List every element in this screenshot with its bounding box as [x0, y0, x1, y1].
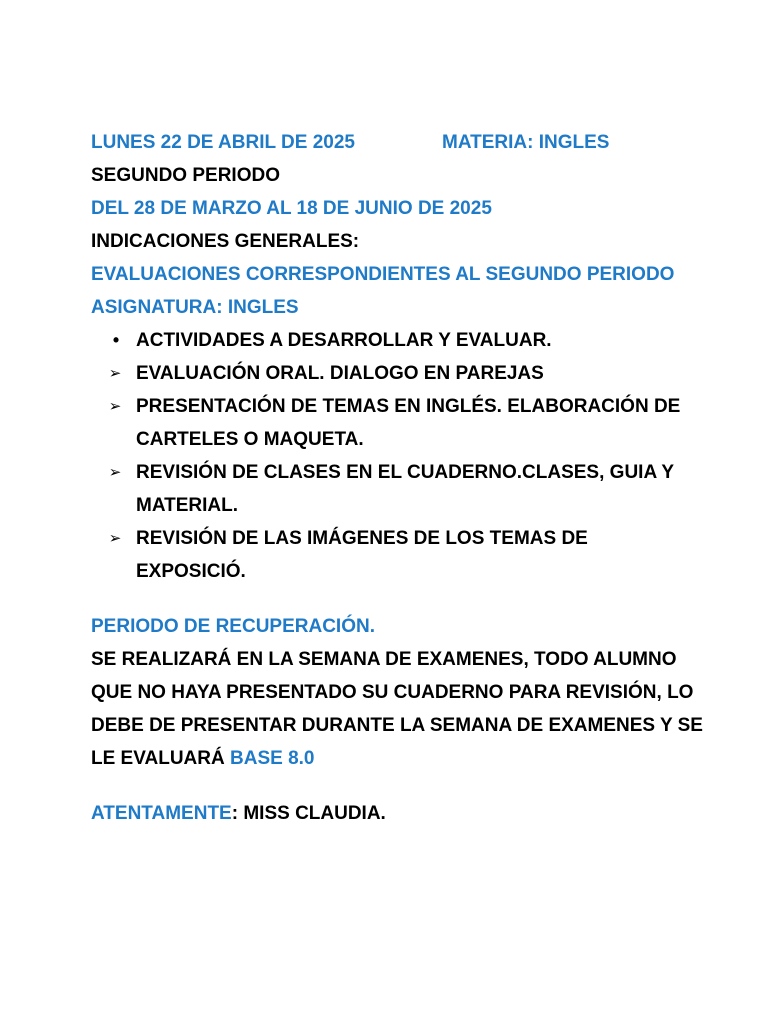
document-body [91, 126, 703, 830]
paragraph-line: SE REALIZARÁ EN LA SEMANA DE EXAMENES, TODO ALUMNO [91, 649, 677, 670]
date-text: LUNES 22 DE ABRIL DE 2025 [91, 132, 355, 153]
list-item-line: PRESENTACIÓN DE TEMAS EN INGLÉS. ELABORACIÓN DE [136, 396, 681, 417]
arrow-bullet-icon: ➢ [108, 365, 122, 382]
paragraph-line: QUE NO HAYA PRESENTADO SU CUADERNO PARA REVISIÓN, LO [91, 682, 694, 703]
base-grade-text: BASE 8.0 [230, 748, 315, 769]
evaluation-text: LE EVALUARÁ [91, 748, 225, 769]
recovery-heading: PERIODO DE RECUPERACIÓN. [91, 616, 375, 637]
header-row [91, 126, 691, 159]
paragraph-last-line [91, 742, 691, 775]
list-item [91, 357, 691, 390]
signature-name: : MISS CLAUDIA. [231, 803, 386, 824]
arrow-bullet-icon: ➢ [108, 398, 122, 415]
list-item-line: REVISIÓN DE CLASES EN EL CUADERNO.CLASES, GUIA Y [136, 462, 675, 483]
recovery-paragraph [91, 643, 703, 775]
subject-text: MATERIA: INGLES [442, 132, 610, 153]
list-item-line: ACTIVIDADES A DESARROLLAR Y EVALUAR. [136, 330, 552, 351]
arrow-bullet-icon: ➢ [108, 464, 122, 481]
course-heading: ASIGNATURA: INGLES [91, 297, 299, 318]
spacer [91, 588, 691, 610]
bullet-icon: • [112, 330, 120, 350]
date-range-text: DEL 28 DE MARZO AL 18 DE JUNIO DE 2025 [91, 198, 492, 219]
signature-label: ATENTAMENTE [91, 803, 232, 824]
list-item-line: EXPOSICIÓ. [136, 561, 246, 582]
paragraph-line: DEBE DE PRESENTAR DURANTE LA SEMANA DE EXAMENES Y SE [91, 715, 703, 736]
list-item [91, 324, 691, 357]
list-item [91, 522, 691, 588]
general-instructions-heading: INDICACIONES GENERALES: [91, 231, 360, 252]
evaluations-heading: EVALUACIONES CORRESPONDIENTES AL SEGUNDO PERIODO [91, 264, 675, 285]
list-item [91, 390, 691, 456]
list-item-line: MATERIAL. [136, 495, 239, 516]
list-item-line: REVISIÓN DE LAS IMÁGENES DE LOS TEMAS DE [136, 528, 588, 549]
list-item [91, 456, 691, 522]
list-item-line: EVALUACIÓN ORAL. DIALOGO EN PAREJAS [136, 363, 544, 384]
period-text: SEGUNDO PERIODO [91, 165, 280, 186]
list-item-line: CARTELES O MAQUETA. [136, 429, 364, 450]
signature-line [91, 797, 691, 830]
arrow-bullet-icon: ➢ [108, 530, 122, 547]
spacer [91, 775, 691, 797]
activities-list [91, 324, 691, 588]
